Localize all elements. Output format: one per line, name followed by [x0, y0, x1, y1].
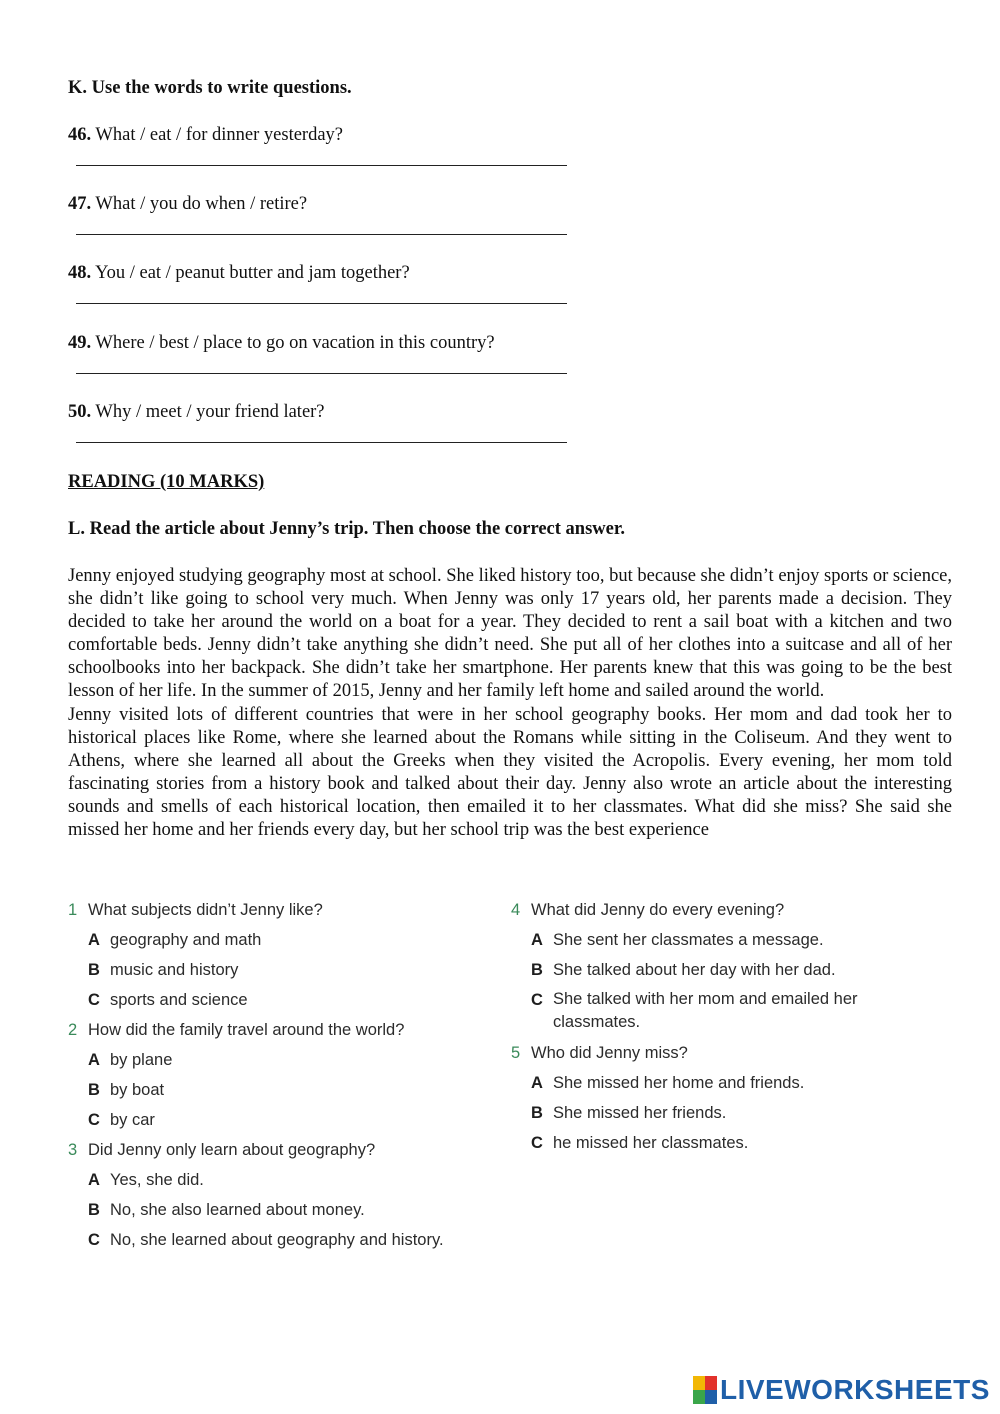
question-49 — [68, 333, 495, 354]
question-number: 46. — [68, 125, 92, 145]
option-text: he missed her classmates. — [553, 1134, 749, 1152]
option-text: by plane — [110, 1051, 173, 1069]
mc-question-number: 4 — [511, 901, 521, 919]
option-letter: B — [88, 1201, 100, 1219]
option-text: by car — [110, 1111, 155, 1129]
option-text: music and history — [110, 961, 239, 979]
option-3b[interactable] — [68, 1198, 488, 1228]
logo-square-green — [693, 1390, 705, 1404]
option-1a[interactable] — [68, 928, 488, 958]
option-text: She talked with her mom and emailed her classmates. — [553, 990, 858, 1031]
option-2b[interactable] — [68, 1078, 488, 1108]
mc-question-text: What did Jenny do every evening? — [531, 901, 785, 919]
option-text: She missed her friends. — [553, 1104, 727, 1122]
question-48 — [68, 263, 410, 284]
question-47 — [68, 194, 307, 215]
mc-question-number: 1 — [68, 901, 78, 919]
question-number: 49. — [68, 333, 92, 353]
answer-line-46[interactable] — [76, 165, 567, 166]
option-4c[interactable] — [511, 988, 931, 1041]
article-paragraph: Jenny enjoyed studying geography most at school. She liked history too, but because she didn’t enjoy sports or science, she didn’t like going to school very much. When Jenny was only 17 years old, her parents made a decision. They decided to take her around the world on a boat for a year. They decided to rent a sail boat with a kitchen and two comfortable beds. Jenny didn’t take anything she didn’t need. She put all of her clothes into a suitcase and all of her schoolbooks into her backpack. She didn’t take her smartphone. Her parents knew that this was going to be the best lesson of her life. In the summer of 2015, Jenny and her family left home and sailed around the world. — [68, 566, 952, 702]
option-text: No, she learned about geography and history. — [110, 1231, 444, 1249]
option-1b[interactable] — [68, 958, 488, 988]
option-letter: B — [88, 961, 100, 979]
reading-title: READING (10 MARKS) — [68, 472, 265, 492]
mc-question-stem — [511, 1041, 931, 1071]
mc-question-stem — [511, 898, 931, 928]
mc-question-text: What subjects didn’t Jenny like? — [88, 901, 323, 919]
mc-question-3 — [68, 1138, 488, 1258]
logo-mark-icon — [693, 1376, 717, 1404]
option-letter: C — [531, 1134, 543, 1152]
question-prompt: What / you do when / retire? — [95, 194, 308, 214]
liveworksheets-logo — [693, 1372, 990, 1408]
question-46 — [68, 125, 343, 146]
answer-line-50[interactable] — [76, 442, 567, 443]
option-3c[interactable] — [68, 1228, 488, 1258]
option-5c[interactable] — [511, 1131, 931, 1161]
article-paragraph: Jenny visited lots of different countries that were in her school geography books. Her mom and dad took her to historical places like Rome, where she learned about the Romans while sitting in the Coliseum. And they went to Athens, where she learned all about the Greeks when they visited the Acropolis. Every evening, her mom told fascinating stories from a history book and talked about their day. Jenny also wrote an article about the interesting sounds and smells of each historical location, then emailed it to her classmates. What did she miss? She said she missed her home and her friends every day, but her school trip was the best experience — [68, 704, 952, 841]
mc-question-text: How did the family travel around the world? — [88, 1021, 405, 1039]
option-letter: C — [531, 991, 543, 1009]
option-1c[interactable] — [68, 988, 488, 1018]
question-prompt: What / eat / for dinner yesterday? — [95, 125, 344, 145]
option-4a[interactable] — [511, 928, 931, 958]
option-2c[interactable] — [68, 1108, 488, 1138]
mc-question-number: 3 — [68, 1141, 78, 1159]
option-letter: B — [88, 1081, 100, 1099]
mc-question-number: 5 — [511, 1044, 521, 1062]
questions-left-column — [68, 898, 488, 1258]
question-prompt: Where / best / place to go on vacation in this country? — [95, 333, 495, 353]
option-text: No, she also learned about money. — [110, 1201, 365, 1219]
question-50 — [68, 402, 325, 423]
option-letter: C — [88, 1231, 100, 1249]
mc-question-stem — [68, 1018, 488, 1048]
option-text: She talked about her day with her dad. — [553, 961, 836, 979]
option-text: Yes, she did. — [110, 1171, 204, 1189]
article-body — [68, 565, 952, 842]
question-prompt: You / eat / peanut butter and jam together? — [95, 263, 410, 283]
logo-text: LIVEWORKSHEETS — [720, 1374, 990, 1405]
option-letter: A — [531, 931, 543, 949]
option-text: geography and math — [110, 931, 262, 949]
mc-question-stem — [68, 898, 488, 928]
option-letter: C — [88, 1111, 100, 1129]
option-letter: A — [88, 1171, 100, 1189]
option-letter: B — [531, 1104, 543, 1122]
question-prompt: Why / meet / your friend later? — [95, 402, 325, 422]
answer-line-47[interactable] — [76, 234, 567, 235]
logo-square-blue — [705, 1390, 717, 1404]
option-text: sports and science — [110, 991, 248, 1009]
option-text: She missed her home and friends. — [553, 1074, 805, 1092]
mc-question-1 — [68, 898, 488, 1018]
question-number: 48. — [68, 263, 92, 283]
option-5a[interactable] — [511, 1071, 931, 1101]
logo-square-red — [705, 1376, 717, 1390]
mc-question-text: Did Jenny only learn about geography? — [88, 1141, 376, 1159]
mc-question-stem — [68, 1138, 488, 1168]
option-5b[interactable] — [511, 1101, 931, 1131]
mc-question-text: Who did Jenny miss? — [531, 1044, 688, 1062]
option-letter: A — [88, 1051, 100, 1069]
question-number: 47. — [68, 194, 92, 214]
section-k-heading: K. Use the words to write questions. — [68, 78, 352, 98]
mc-question-4 — [511, 898, 931, 1041]
option-text: by boat — [110, 1081, 165, 1099]
option-letter: C — [88, 991, 100, 1009]
answer-line-48[interactable] — [76, 303, 567, 304]
option-letter: A — [88, 931, 100, 949]
question-number: 50. — [68, 402, 92, 422]
option-3a[interactable] — [68, 1168, 488, 1198]
option-4b[interactable] — [511, 958, 931, 988]
option-2a[interactable] — [68, 1048, 488, 1078]
option-letter: A — [531, 1074, 543, 1092]
answer-line-49[interactable] — [76, 373, 567, 374]
questions-right-column — [511, 898, 931, 1161]
logo-square-yellow — [693, 1376, 705, 1390]
mc-question-2 — [68, 1018, 488, 1138]
mc-question-number: 2 — [68, 1021, 78, 1039]
reading-instruction: L. Read the article about Jenny’s trip. Then choose the correct answer. — [68, 519, 626, 539]
mc-question-5 — [511, 1041, 931, 1161]
option-text: She sent her classmates a message. — [553, 931, 824, 949]
option-letter: B — [531, 961, 543, 979]
